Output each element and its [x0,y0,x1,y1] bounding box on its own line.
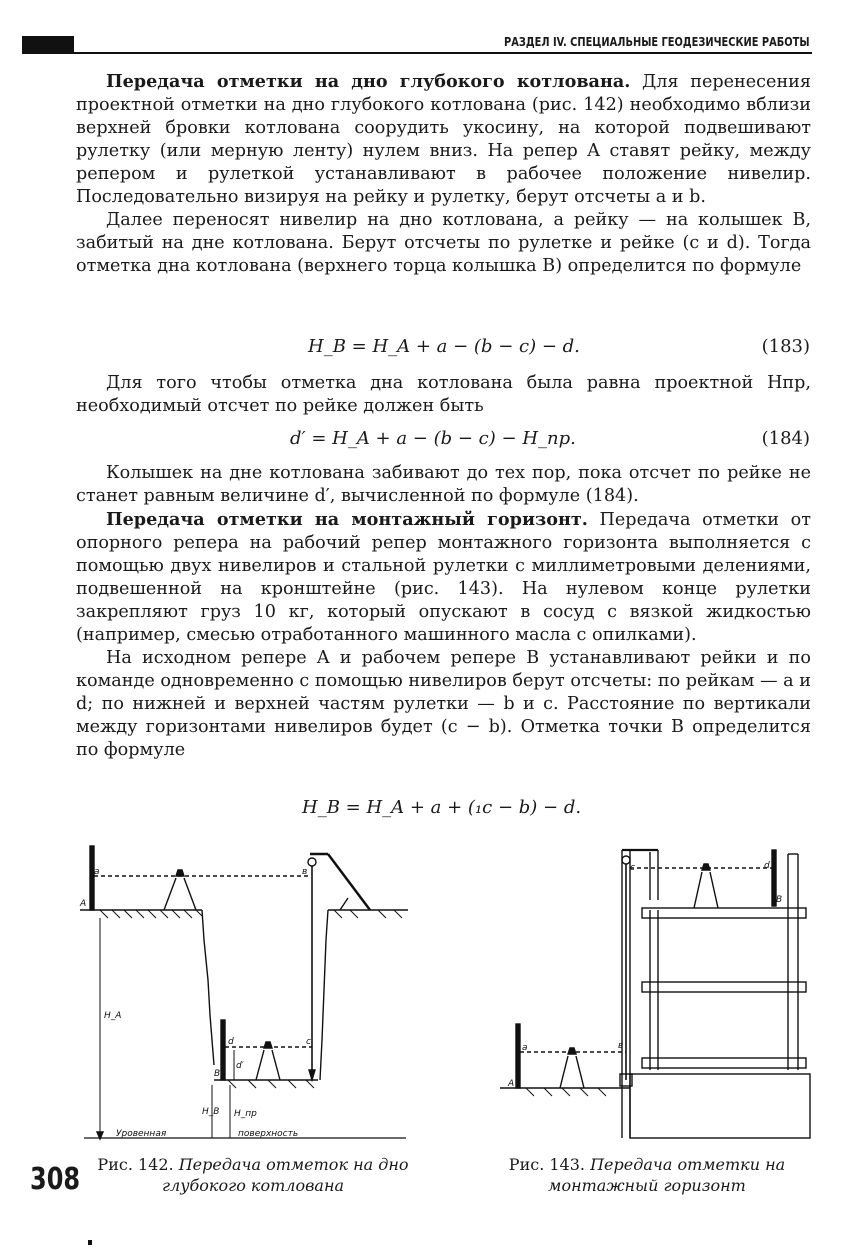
ground-left-hatching [100,910,202,918]
fig142-label-d: d [228,1037,234,1047]
foundation-block [630,1074,810,1138]
text-block-1 [76,70,811,278]
figure-142-caption-title: Передача отметок на дно глубокого котлована [161,1155,409,1195]
formula-183-number: (183) [761,336,810,357]
figure-143-caption-title: Передача отметки на монтажный горизонт [548,1155,786,1195]
print-speck [88,1240,92,1245]
fig142-label-B: B [214,1069,221,1079]
fig142-label-a: a [94,867,100,877]
pit-right-wall [320,910,328,1080]
paragraph-5 [76,508,811,647]
fig142-label-d-prime: d′ [236,1061,244,1071]
levelling-staff-A [90,846,94,910]
fig142-label-HA: H_A [104,1011,122,1021]
formula-184-text: d′ = H_A + a − (b − c) − H_пр. [290,428,576,449]
levelling-staff-A [516,1024,520,1088]
floor-slab-3 [642,1058,806,1068]
formula-184-number: (184) [761,428,810,449]
building-frame [622,850,810,1138]
figure-143-caption [490,1154,804,1196]
fig143-label-B: B [776,895,783,905]
header-rule [22,52,812,54]
formula-183-text: H_B = H_A + a − (b − c) − d. [308,336,580,357]
running-header: РАЗДЕЛ IV. СПЕЦИАЛЬНЫЕ ГЕОДЕЗИЧЕСКИЕ РАБОТЫ [504,35,810,49]
pit-bottom-hatching [228,1080,314,1088]
levelling-staff-B [221,1020,225,1080]
text-block-2 [76,372,811,418]
pit-left-wall [202,910,214,1065]
tape-bracket [308,854,370,910]
fig143-label-c: c [630,863,635,873]
paragraph-1-body: Для перенесения проектной отметки на дно глубокого котлована (рис. 142) необходимо вблизи верхней бровки котлована соорудить укосину, на которой подвешивают рулетку (или мерную ленту) нулем вниз. На репер A ставят рейку, между репером и рулеткой устанавливают в рабочее положение нивелир. Последовательно визируя на рейку и рулетку, берут отсчеты a и b. [76,72,811,207]
fig143-label-b: в [618,1041,624,1051]
formula-185-text: H_B = H_A + a + (₁c − b) − d. [302,797,582,818]
fig142-label-HB: H_B [202,1107,220,1117]
figure-142-caption [78,1154,428,1196]
tape-weight [309,1070,315,1080]
tape-pulley [622,856,630,864]
paragraph-1 [76,70,811,209]
formula-184 [290,428,576,449]
paragraph-5-heading: Передача отметки на монтажный горизонт. [106,509,588,530]
paragraph-2: Далее переносят нивелир на дно котлована, а рейку — на колышек B, забитый на дне котлована. Берут отсчеты по рулетке и рейке (c и d). Тогда отметка дна котлована (верхнего торца колышка B) определится по формуле [76,210,811,276]
level-instrument-top [694,864,718,908]
fig142-label-c: c [306,1037,311,1047]
fig142-label-b: в [302,867,308,877]
figure-142-excavation-diagram [78,840,410,1146]
floor-slab-2 [642,982,806,992]
paragraph-4: Колышек на дне котлована забивают до тех пор, пока отсчет по рейке не станет равным величине d′, вычисленной по формуле (184). [76,463,811,506]
figure-143-mounting-horizon-diagram [496,840,812,1140]
fig142-label-Hpr: H_пр [234,1109,257,1119]
page-number: 308 [30,1162,81,1197]
paragraph-3: Для того чтобы отметка дна котлована была равна проектной Hпр, необходимый отсчет по рейке должен быть [76,373,811,416]
fig143-label-a: a [522,1043,528,1053]
formula-183 [308,336,580,357]
level-instrument-bottom [560,1048,584,1088]
floor-slab-1 [642,908,806,918]
paragraph-5-body: Передача отметки от опорного репера на рабочий репер монтажного горизонта выполняется с помощью двух нивелиров и стальной рулетки с миллиметровыми делениями, подвешенной на кронштейне (рис. 143). На нулевом конце рулетки закрепляют груз 10 кг, который опускают в сосуд с вязкой жидкостью (например, смесью отработанного машинного масла с опилками). [76,510,811,645]
ground-hatching [526,1088,606,1096]
figure-142-caption-number: Рис. 142. [97,1155,174,1174]
paragraph-1-heading: Передача отметки на дно глубокого котлована. [106,71,631,92]
figure-143-caption-number: Рис. 143. [508,1155,585,1174]
fig142-label-level: Уровенная [116,1129,167,1139]
paragraph-6: На исходном репере A и рабочем репере B устанавливают рейки и по команде одновременно с помощью нивелиров берут отсчеты: по рейкам — a и d; по нижней и верхней частям рулетки — b и c. Расстояние по вертикали между горизонтами нивелиров будет (c − b). Отметка точки B определится по формуле [76,648,811,760]
fig142-label-A: A [80,899,87,909]
fig143-label-A: A [508,1079,515,1089]
fig142-label-surface: поверхность [238,1129,299,1139]
formula-185 [302,797,581,818]
ground-right-hatching [334,910,402,918]
fig143-label-d: d [764,861,770,871]
text-block-3 [76,462,811,762]
